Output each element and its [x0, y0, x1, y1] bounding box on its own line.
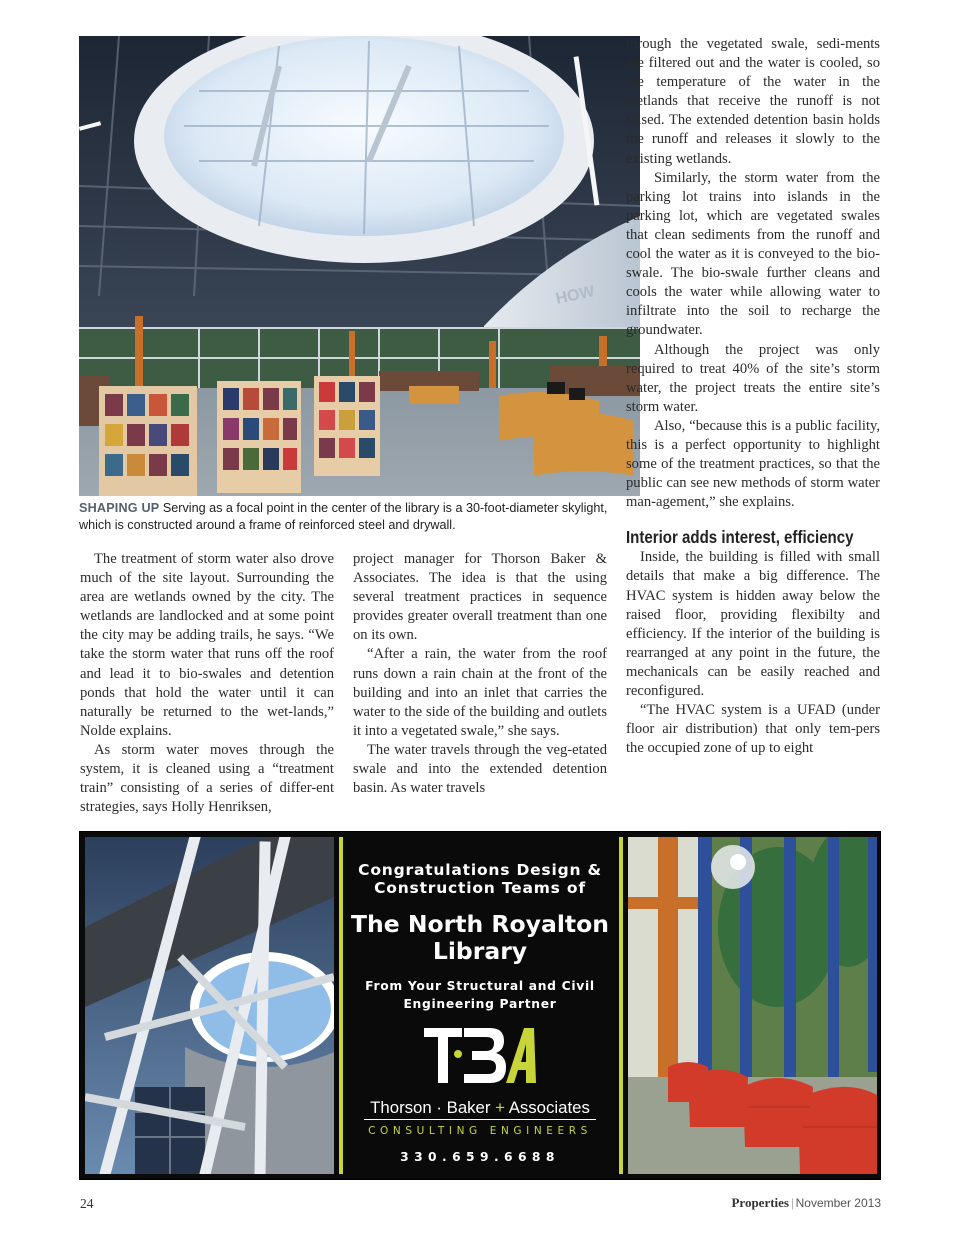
firm-name-part1: Thorson · Baker	[370, 1098, 496, 1117]
advertisement-banner	[79, 831, 881, 1180]
paragraph: “The HVAC system is a UFAD (under floor air distribution) that only tem-pers the occupied zone of up to eight	[626, 702, 880, 757]
paragraph: through the vegetated swale, sedi-ments are filtered out and the water is cooled, so the temperature of the water in the wetlands that receive the runoff is not raised. The extended detention basin holds the runoff and releases it slowly to the existing wetlands.	[626, 36, 880, 167]
paragraph: Also, “because this is a public facility, this is a perfect opportunity to highlight some of the treatment practices, so that the public can see new methods of storm water man-agement,” she explains.	[626, 417, 880, 511]
ad-text-panel	[345, 832, 615, 1181]
magazine-name: Properties	[731, 1195, 789, 1210]
firm-name-part2: Associates	[504, 1098, 590, 1117]
firm-name-plus: +	[495, 1098, 505, 1117]
firm-underline	[364, 1119, 596, 1120]
paragraph: Similarly, the storm water from the parking lot trains into islands in the parking lot, which are vegetated swales that clean sediments from the runoff and cool the water as it is conveyed to the bio-swale. The bio-swale further cleans and cools the water while allowing water to infiltrate into the soil to recharge the groundwater.	[626, 169, 880, 339]
firm-phone: 330.659.6688	[400, 1150, 560, 1164]
firm-tagline: CONSULTING ENGINEERS	[368, 1125, 592, 1137]
article-column-1	[80, 550, 334, 817]
article-column-2	[353, 550, 607, 798]
paragraph: As storm water moves through the system, it is cleaned using a “treatment train” consisting of a series of differ-ent strategies, says Holly Henriksen,	[80, 741, 334, 816]
caption-lead: SHAPING UP	[79, 501, 160, 515]
caption-text: Serving as a focal point in the center of the library is a 30-foot-diameter skylight, which is constructed around a frame of reinforced steel and drywall.	[79, 501, 608, 532]
paragraph: The water travels through the veg-etated swale and into the extended detention basin. As water travels	[353, 741, 607, 797]
paragraph: project manager for Thorson Baker & Associates. The idea is that the using several treatment practices in sequence provides greater overall treatment than one on its own.	[353, 551, 607, 644]
ad-congrats: Congratulations Design & Construction Teams of	[358, 861, 602, 897]
issue-footer	[731, 1195, 881, 1211]
paragraph: Although the project was only required to treat 40% of the site’s storm water, the project treats the entire site’s storm water.	[626, 341, 880, 415]
paragraph: Inside, the building is filled with small details that make a big difference. The HVAC system is hidden away below the raised floor, providing flexibilty and efficiency. If the interior of the building is rearranged at any point in the future, the mechanicals can be easily reached and reconfigured.	[626, 549, 880, 699]
firm-name	[345, 1098, 615, 1118]
wall-sign-text: HOW	[554, 283, 597, 308]
accent-divider	[619, 837, 623, 1174]
tba-logo	[420, 1022, 540, 1087]
section-heading: Interior adds interest, efficiency	[626, 527, 854, 548]
ad-partner-line: From Your Structural and Civil Engineering Partner	[365, 979, 595, 1011]
footer-separator: |	[791, 1195, 794, 1210]
issue-date: November 2013	[795, 1196, 881, 1210]
photo-caption	[79, 500, 642, 534]
ad-photo-exterior	[85, 837, 334, 1174]
paragraph: “After a rain, the water from the roof runs down a rain chain at the front of the building and into an inlet that carries the water to the side of the building and outlets it into a vegetated swale,” she says.	[353, 646, 607, 739]
library-skylight-photo	[79, 36, 640, 496]
paragraph: The treatment of storm water also drove much of the site layout. Surrounding the area are wetlands owned by the city. The wetlands are landlocked and at some point the city may be adding trails, he says. “We take the storm water that runs off the roof and lead it to bio-swales and detention ponds that hold the water until it can naturally be returned to the wet-lands,” Nolde explains.	[80, 551, 334, 739]
ad-title: The North Royalton Library	[350, 910, 609, 965]
ad-photo-interior	[628, 837, 877, 1174]
page-number: 24	[80, 1196, 94, 1211]
accent-divider	[339, 837, 343, 1174]
article-column-3	[626, 35, 880, 758]
